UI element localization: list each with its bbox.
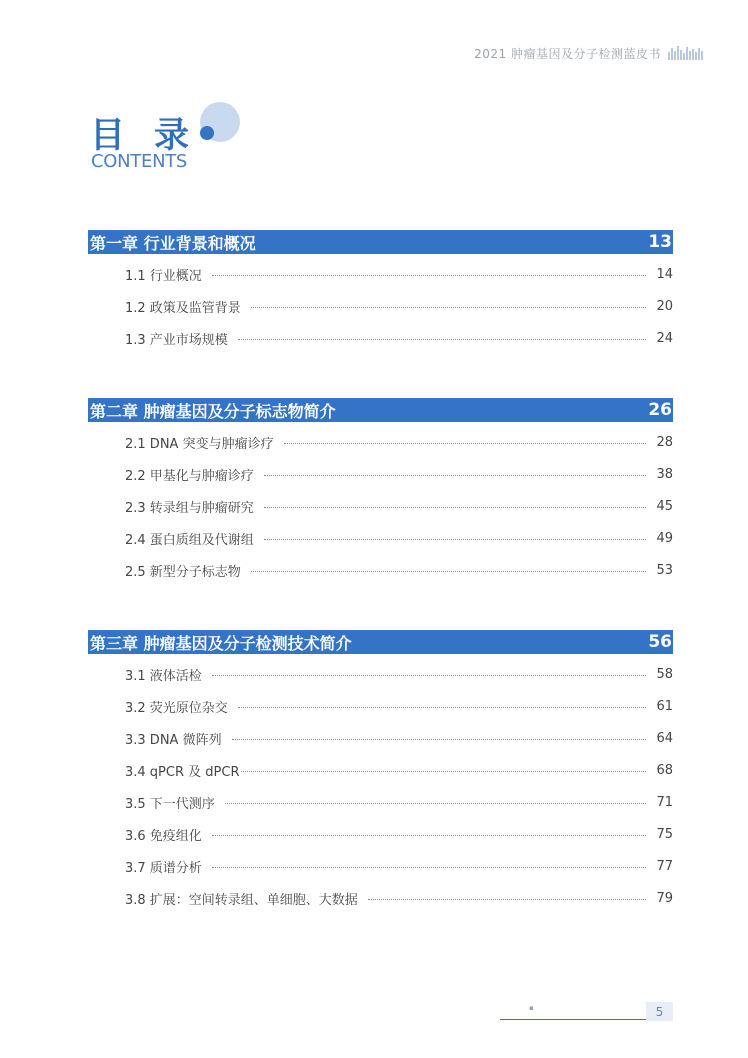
toc-entry-page: 49 (656, 530, 673, 546)
dot-leader (241, 771, 646, 772)
chapter-page: 26 (648, 400, 672, 420)
toc-entry-label: 2.2 甲基化与肿瘤诊疗 (125, 468, 254, 484)
toc-entry-page: 14 (656, 266, 673, 282)
toc-entry-page: 38 (656, 466, 673, 482)
toc-entry-label: 2.3 转录组与肿瘤研究 (125, 500, 254, 516)
toc-entry[interactable] (125, 888, 673, 908)
toc-entry-page: 58 (656, 666, 673, 682)
toc-entry-page: 45 (656, 498, 673, 514)
chapter-heading[interactable] (88, 630, 673, 654)
dot-leader (232, 739, 647, 740)
dot-leader (251, 571, 647, 572)
dot-leader (212, 275, 647, 276)
toc-entry-page: 20 (656, 298, 673, 314)
toc-entry-page: 53 (656, 562, 673, 578)
dot-leader (264, 539, 647, 540)
chapter-title: 第一章 行业背景和概况 (90, 233, 256, 253)
dot-leader (264, 507, 647, 508)
dot-leader (225, 803, 647, 804)
toc-entry[interactable] (125, 792, 673, 812)
dot-leader (264, 475, 647, 476)
page-subtitle: CONTENTS (91, 151, 188, 172)
chapter-heading[interactable] (88, 230, 673, 254)
contents-heading (90, 100, 290, 180)
toc-entry[interactable] (125, 528, 673, 548)
toc-entry[interactable] (125, 696, 673, 716)
toc-entry-label: 3.6 免疫组化 (125, 828, 202, 844)
toc-entry-label: 1.3 产业市场规模 (125, 332, 228, 348)
toc-entry-label: 3.2 荧光原位杂交 (125, 700, 228, 716)
toc-entry-label: 3.5 下一代测序 (125, 796, 215, 812)
dot-leader (238, 707, 647, 708)
chapter-page: 56 (648, 632, 672, 652)
toc-entry-label: 3.1 液体活检 (125, 668, 202, 684)
toc-entry-label: 3.7 质谱分析 (125, 860, 202, 876)
toc-entry[interactable] (125, 496, 673, 516)
toc-entry-page: 64 (656, 730, 673, 746)
dot-leader (284, 443, 647, 444)
page-title: 目录 (90, 116, 219, 156)
dot-leader (212, 835, 647, 836)
toc-entry[interactable] (125, 824, 673, 844)
page-number: 5 (646, 1002, 673, 1021)
toc-entry[interactable] (125, 560, 673, 580)
toc-entry-page: 75 (656, 826, 673, 842)
toc-entry[interactable] (125, 432, 673, 452)
dot-leader (238, 339, 647, 340)
footer-mark-icon: ▪ (529, 1004, 534, 1012)
dot-leader (368, 899, 647, 900)
toc-entry[interactable] (125, 264, 673, 284)
toc-entry-label: 1.2 政策及监管背景 (125, 300, 241, 316)
toc-entry[interactable] (125, 296, 673, 316)
dot-leader (212, 675, 647, 676)
toc-entry[interactable] (125, 760, 673, 780)
toc-entry-page: 24 (656, 330, 673, 346)
toc-entry-label: 3.4 qPCR 及 dPCR (125, 764, 240, 780)
toc-entry-label: 1.1 行业概况 (125, 268, 202, 284)
toc-entry-page: 28 (656, 434, 673, 450)
toc-entry[interactable] (125, 464, 673, 484)
footer-rule (500, 1019, 646, 1020)
toc-entry-page: 68 (656, 762, 673, 778)
chapter-title: 第三章 肿瘤基因及分子检测技术简介 (90, 633, 352, 653)
toc-entry[interactable] (125, 328, 673, 348)
barcode-logo-icon (668, 46, 704, 60)
dot-leader (251, 307, 647, 308)
toc-entry-label: 3.8 扩展：空间转录组、单细胞、大数据 (125, 892, 358, 908)
chapter-page: 13 (648, 232, 672, 252)
dot-leader (212, 867, 647, 868)
toc-entry-page: 61 (656, 698, 673, 714)
running-title: 2021 肿瘤基因及分子检测蓝皮书 (474, 46, 661, 61)
toc-entry-page: 79 (656, 890, 673, 906)
chapter-heading[interactable] (88, 398, 673, 422)
toc-entry-label: 2.5 新型分子标志物 (125, 564, 241, 580)
toc-entry-label: 2.4 蛋白质组及代谢组 (125, 532, 254, 548)
running-header (474, 45, 704, 61)
toc-entry-page: 77 (656, 858, 673, 874)
toc-entry[interactable] (125, 664, 673, 684)
toc-entry-label: 3.3 DNA 微阵列 (125, 732, 222, 748)
toc-entry-page: 71 (656, 794, 673, 810)
toc-entry-label: 2.1 DNA 突变与肿瘤诊疗 (125, 436, 274, 452)
toc-entry[interactable] (125, 728, 673, 748)
chapter-title: 第二章 肿瘤基因及分子标志物简介 (90, 401, 336, 421)
toc-entry[interactable] (125, 856, 673, 876)
